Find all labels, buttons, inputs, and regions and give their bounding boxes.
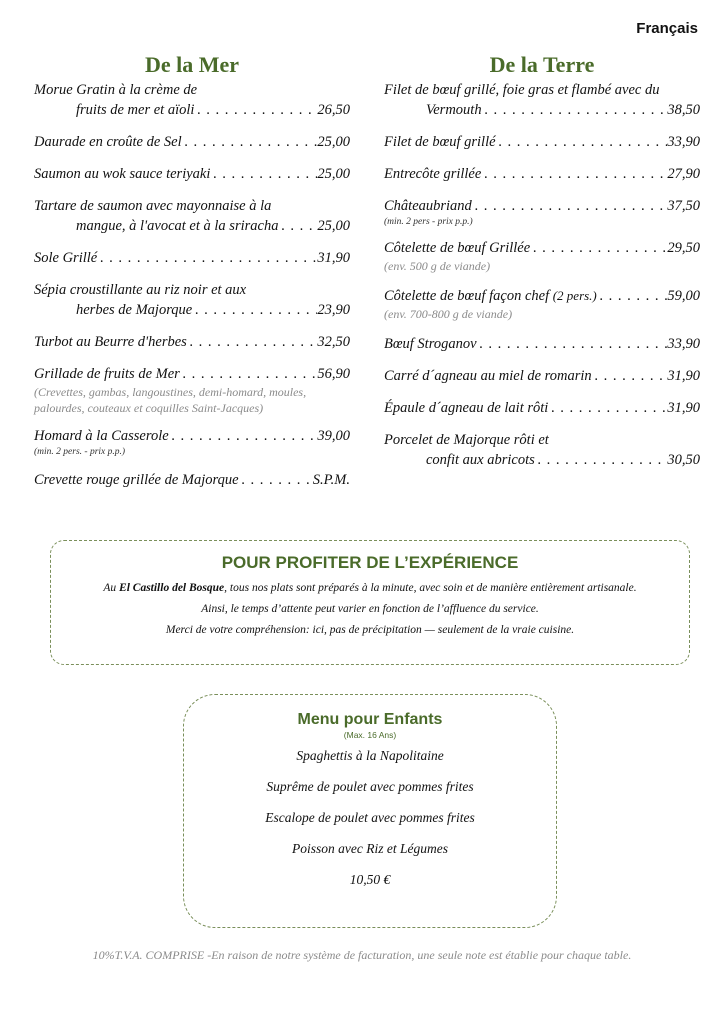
dish-name: Morue Gratin à la crème de <box>34 82 198 98</box>
dish-name: Bœuf Stroganov <box>384 336 477 352</box>
dish-price: 33,90 <box>667 336 700 352</box>
dish-name: confit aux abricots <box>426 452 535 468</box>
dish-price: 31,90 <box>667 400 700 416</box>
menu-item <box>384 366 700 386</box>
kids-menu-price: 10,50 € <box>349 872 391 887</box>
dish-name: Châteaubriand <box>384 198 472 214</box>
dish-note: (min. 2 pers - prix p.p.) <box>384 217 473 227</box>
section-title-sea: De la Mer <box>144 52 240 77</box>
kids-menu-item: Poisson avec Riz et Légumes <box>292 841 448 856</box>
dish-note: (min. 2 pers. - prix p.p.) <box>34 447 126 457</box>
dish-price: 31,90 <box>667 368 700 384</box>
dish-name: Entrecôte grillée <box>384 166 482 182</box>
dish-name: Filet de bœuf grillé <box>384 134 496 150</box>
menu-item <box>384 334 700 354</box>
menu-item <box>384 196 700 228</box>
experience-text-3: Merci de votre compréhension: ici, pas de précipitation — seulement de la vraie cuisine. <box>165 624 575 636</box>
menu-item <box>384 132 700 152</box>
dish-price: 32,50 <box>317 334 350 350</box>
dish-price: 29,50 <box>667 240 700 256</box>
dish-name: herbes de Majorque <box>76 302 193 318</box>
menu-item <box>384 238 700 274</box>
menu-item <box>34 132 350 152</box>
menu-item <box>384 430 700 470</box>
menu-item <box>384 398 700 418</box>
dish-note: (Crevettes, gambas, langoustines, demi-homard, moules, palourdes, couteaux et coquilles Saint-Jacques) <box>34 385 307 415</box>
dish-name: Saumon au wok sauce teriyaki <box>34 166 211 182</box>
dish-price: 25,00 <box>317 218 350 234</box>
kids-menu-item: Spaghettis à la Napolitaine <box>296 748 444 763</box>
menu-item <box>34 196 350 236</box>
dish-name: fruits de mer et aïoli <box>76 102 195 118</box>
dish-name: Filet de bœuf grillé, foie gras et flambé avec du <box>384 82 660 98</box>
dish-price: 59,00 <box>667 288 700 304</box>
dish-price: 38,50 <box>667 102 700 118</box>
restaurant-name: El Castillo del Bosque <box>119 582 225 594</box>
kids-menu-item: Suprême de poulet avec pommes frites <box>266 779 474 794</box>
menu-item <box>34 332 350 352</box>
dish-name: Tartare de saumon avec mayonnaise à la <box>34 198 272 214</box>
dish-note: (env. 500 g de viande) <box>384 259 491 273</box>
dish-name: Daurade en croûte de Sel <box>34 134 182 150</box>
menu-item <box>34 470 350 490</box>
dish-name: Côtelette de bœuf façon chef <box>384 288 550 304</box>
menu-item <box>384 164 700 184</box>
experience-heading: POUR PROFITER DE L’EXPÉRIENCE <box>221 553 519 572</box>
dish-price: 27,90 <box>667 166 700 182</box>
section-title-land: De la Terre <box>489 52 595 77</box>
dish-price: 33,90 <box>667 134 700 150</box>
dish-price: 26,50 <box>317 102 350 118</box>
menu-item <box>34 80 350 120</box>
dish-price: S.P.M. <box>312 472 350 488</box>
dish-price: 25,00 <box>317 166 350 182</box>
footer-note: 10%T.V.A. COMPRISE -En raison de notre système de facturation, une seule note est établie pour chaque table. <box>92 948 632 962</box>
dish-name: mangue, à l'avocat et à la sriracha <box>76 218 279 234</box>
dish-name: Turbot au Beurre d'herbes <box>34 334 187 350</box>
dish-portion: (2 pers.) <box>552 288 597 303</box>
menu-item <box>34 248 350 268</box>
kids-menu-item: Escalope de poulet avec pommes frites <box>265 810 475 825</box>
dish-price: 25,00 <box>317 134 350 150</box>
dish-price: 30,50 <box>667 452 700 468</box>
menu-item <box>34 426 350 458</box>
experience-text-1: Au El Castillo del Bosque, tous nos plats sont préparés à la minute, avec soin et de manière entièrement artisanale. <box>103 582 637 594</box>
menu-column-land <box>384 50 700 470</box>
dish-name: Porcelet de Majorque rôti et <box>384 432 549 448</box>
dish-price: 31,90 <box>317 250 350 266</box>
kids-menu-age: (Max. 16 Ans) <box>343 730 397 740</box>
dish-name: Carré d´agneau au miel de romarin <box>384 368 592 384</box>
dish-price: 56,90 <box>317 366 350 382</box>
experience-text-2: Ainsi, le temps d’attente peut varier en fonction de l’affluence du service. <box>201 603 539 615</box>
dish-name: Crevette rouge grillée de Majorque <box>34 472 239 488</box>
menu-item <box>384 286 700 322</box>
dish-name: Épaule d´agneau de lait rôti <box>384 400 549 416</box>
menu-item <box>384 80 700 120</box>
dish-price: 23,90 <box>317 302 350 318</box>
dish-name: Grillade de fruits de Mer <box>34 366 180 382</box>
menu-column-sea <box>34 50 350 490</box>
dish-price: 39,00 <box>317 428 350 444</box>
dish-name: Homard à la Casserole <box>34 428 169 444</box>
dish-name: Vermouth <box>426 102 482 118</box>
menu-item <box>34 164 350 184</box>
dish-note: (env. 700-800 g de viande) <box>384 307 513 321</box>
menu-item <box>34 364 350 416</box>
experience-box <box>50 540 690 665</box>
language-label[interactable]: Français <box>636 20 698 37</box>
kids-menu-heading: Menu pour Enfants <box>297 711 443 728</box>
dish-name: Côtelette de bœuf Grillée <box>384 240 531 256</box>
dish-name: Sole Grillé <box>34 250 98 266</box>
kids-menu-box <box>183 694 557 928</box>
menu-item <box>34 280 350 320</box>
dish-name: Sépia croustillante au riz noir et aux <box>34 282 247 298</box>
dish-price: 37,50 <box>667 198 700 214</box>
